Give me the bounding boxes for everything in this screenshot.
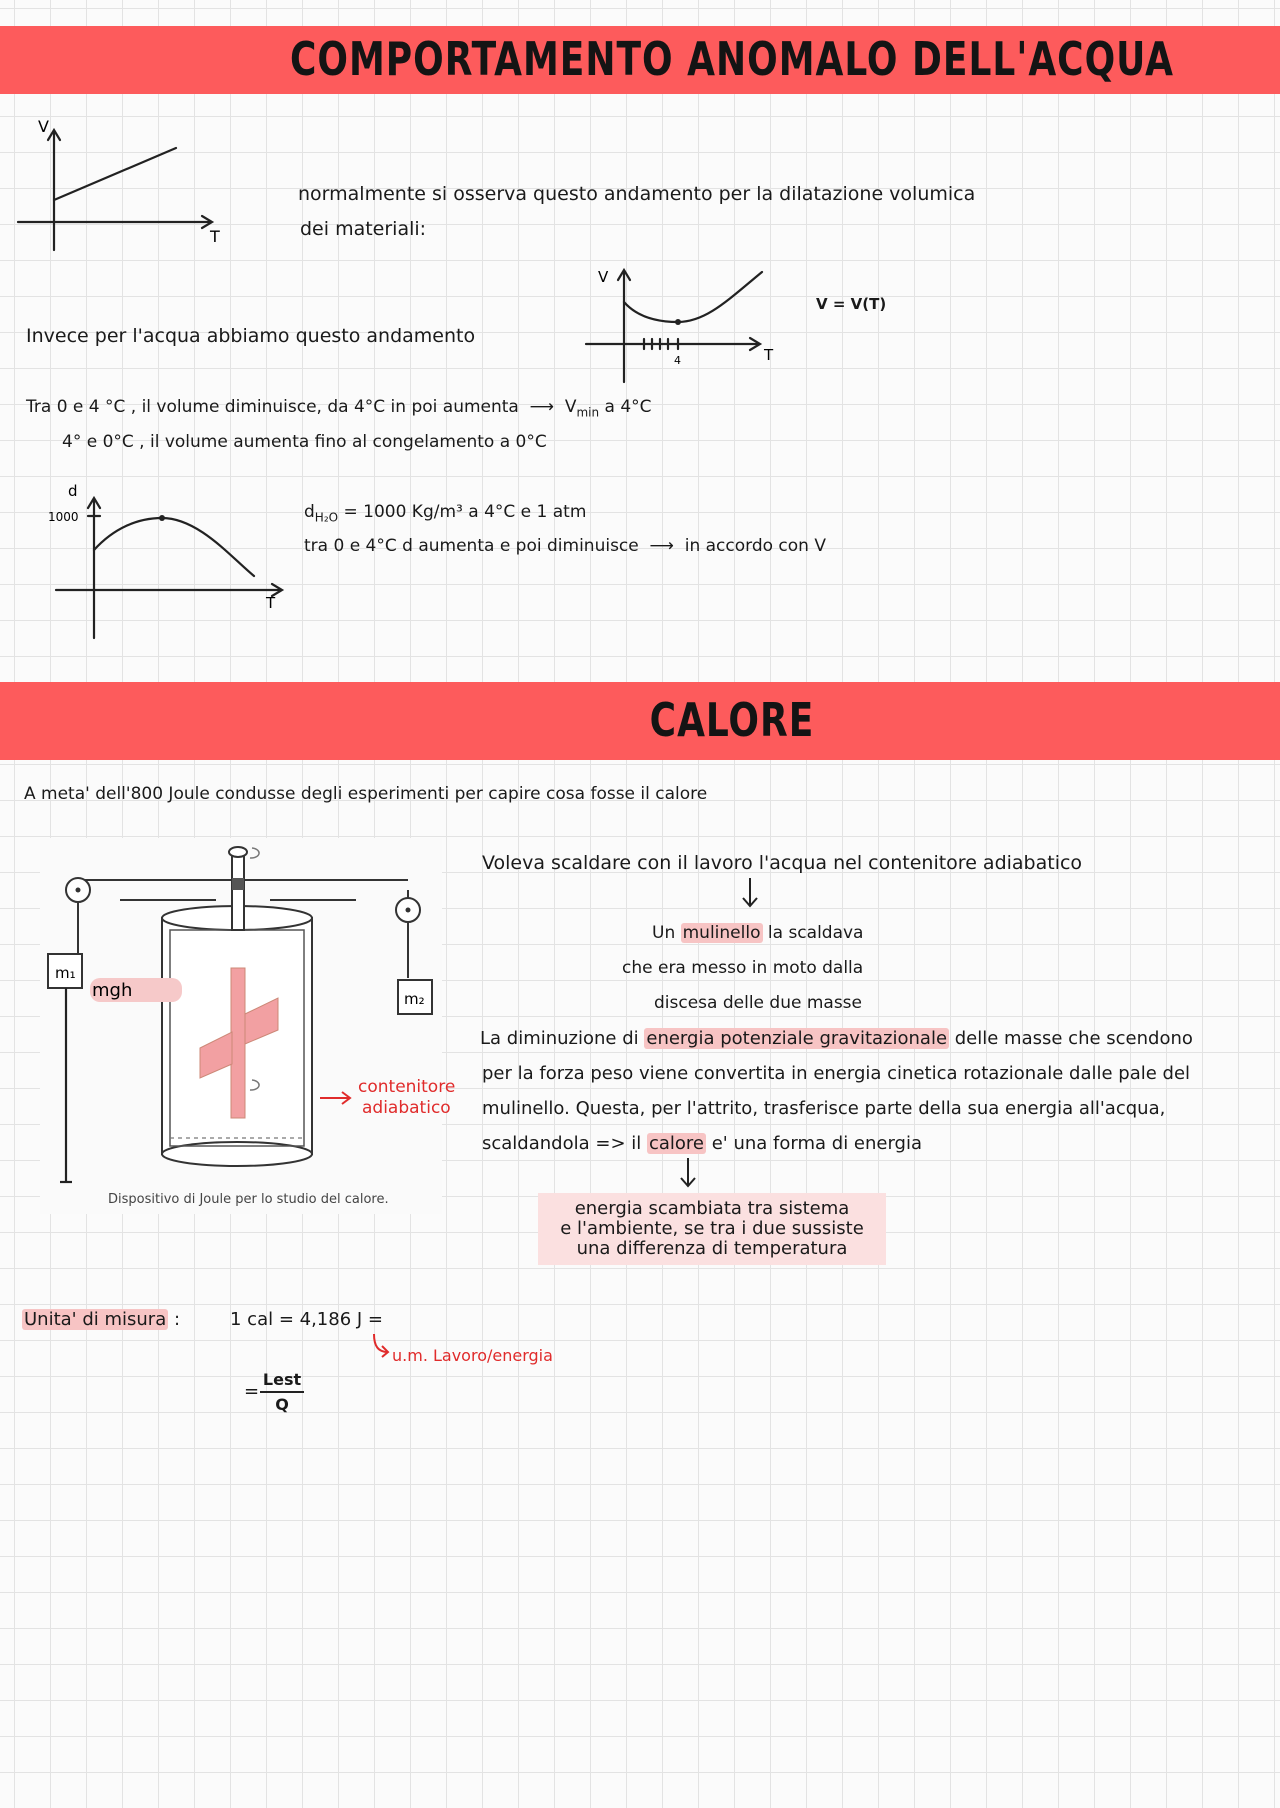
para-4-pre: scaldandola => il [482,1133,647,1154]
graph-water-density [40,478,290,643]
water-behaviour-text: Invece per l'acqua abbiamo questo andamento [26,325,476,347]
curved-arrow-icon [370,1332,392,1358]
para-line-4 [482,1132,922,1156]
units-label: Unita' di misura [24,1309,167,1330]
units-colon: : [173,1309,181,1330]
units-line [22,1308,180,1332]
units-equation: 1 cal = 4,186 J = [230,1309,383,1330]
para-line-3: mulinello. Questa, per l'attrito, trasferisce parte della sua energia all'acqua, [482,1098,1166,1119]
range-line-2: 4° e 0°C , il volume aumenta fino al congelamento a 0°C [62,432,547,452]
section-title: CALORE [649,694,815,748]
arrow-icon [318,1090,354,1106]
section-banner-water [0,26,1280,94]
graph2-tick: 4 [674,354,681,367]
figure-caption: Dispositivo di Joule per lo studio del calore. [108,1192,389,1207]
down-arrow-icon [740,876,760,910]
intro-line-2: dei materiali: [300,218,427,240]
para-4-post: e' una forma di energia [706,1133,923,1154]
work-over-heat-fraction [260,1370,304,1414]
mass-2-label: m₂ [404,990,425,1008]
definition-line-3: una differenza di temperatura [576,1238,848,1259]
fraction-denominator: Q [275,1395,289,1414]
graph3-xlabel: T [266,594,276,612]
heat-definition-box [538,1193,886,1265]
mulinello-highlight: mulinello [682,923,761,943]
joule-apparatus-drawing [40,838,442,1188]
density-value-line [304,500,586,529]
graph1-xlabel: T [210,227,220,246]
range-1-result: V [564,397,577,417]
definition-line-1: energia scambiata tra sistema [574,1198,850,1219]
frac-equals: = [244,1381,260,1402]
definition-line-2: e l'ambiente, se tra i due sussiste [560,1218,864,1239]
units-note: u.m. Lavoro/energia [392,1346,553,1365]
density-trend: tra 0 e 4°C d aumenta e poi diminuisce [304,536,639,556]
density-result: in accordo con V [684,536,826,556]
graph-water-volume [580,264,790,389]
arrow-icon: ⟶ [644,536,680,556]
section-title: COMPORTAMENTO ANOMALO DELL'ACQUA [289,33,1175,87]
para-line-2: per la forza peso viene convertita in energia cinetica rotazionale dalle pale del [482,1063,1191,1084]
range-1-result-rest: a 4°C [599,397,652,417]
voleva-line: Voleva scaldare con il lavoro l'acqua nel contenitore adiabatico [482,852,1083,874]
mulinello-line [652,921,863,945]
arrow-icon: ⟶ [524,397,560,417]
graph3-ylabel: d [68,482,78,500]
range-line-1 [26,395,652,424]
container-label-2: adiabatico [362,1098,451,1118]
para-line-1 [480,1027,1193,1051]
para-1-pre: La diminuzione di [480,1028,645,1049]
section-banner-heat [0,682,1280,760]
mass-1-label: m₁ [55,964,76,982]
graph3-ytick: 1000 [48,510,79,524]
fraction-bar [260,1391,304,1393]
container-label-1: contenitore [358,1077,456,1097]
mgh-label: mgh [92,980,133,1001]
density-symbol-sub: H₂O [314,510,339,525]
intro-line-1: normalmente si osserva questo andamento per la dilatazione volumica [298,183,976,205]
range-1-result-sub: min [576,405,600,420]
density-symbol: d [304,502,315,522]
heat-intro: A meta' dell'800 Joule condusse degli esperimenti per capire cosa fosse il calore [24,784,708,804]
volume-formula: V = V(T) [816,295,887,313]
down-arrow-icon [678,1156,698,1190]
range-1-text: Tra 0 e 4 °C , il volume diminuisce, da 4°C in poi aumenta [26,397,519,417]
graph-linear-volume [10,112,240,262]
fraction-numerator: Lest [262,1370,302,1389]
density-value: = 1000 Kg/m³ a 4°C e 1 atm [338,502,587,522]
para-1-post: delle masse che scendono [949,1028,1193,1049]
graph2-ylabel: V [598,268,609,286]
moto-line: che era messo in moto dalla [622,958,864,978]
mulinello-post: la scaldava [762,923,864,943]
calore-highlight: calore [648,1133,705,1154]
graph1-ylabel: V [38,117,49,136]
energy-highlight: energia potenziale gravitazionale [646,1028,948,1049]
mulinello-pre: Un [652,923,681,943]
density-line-2 [304,534,826,558]
discesa-line: discesa delle due masse [654,993,862,1013]
graph2-xlabel: T [764,346,774,364]
